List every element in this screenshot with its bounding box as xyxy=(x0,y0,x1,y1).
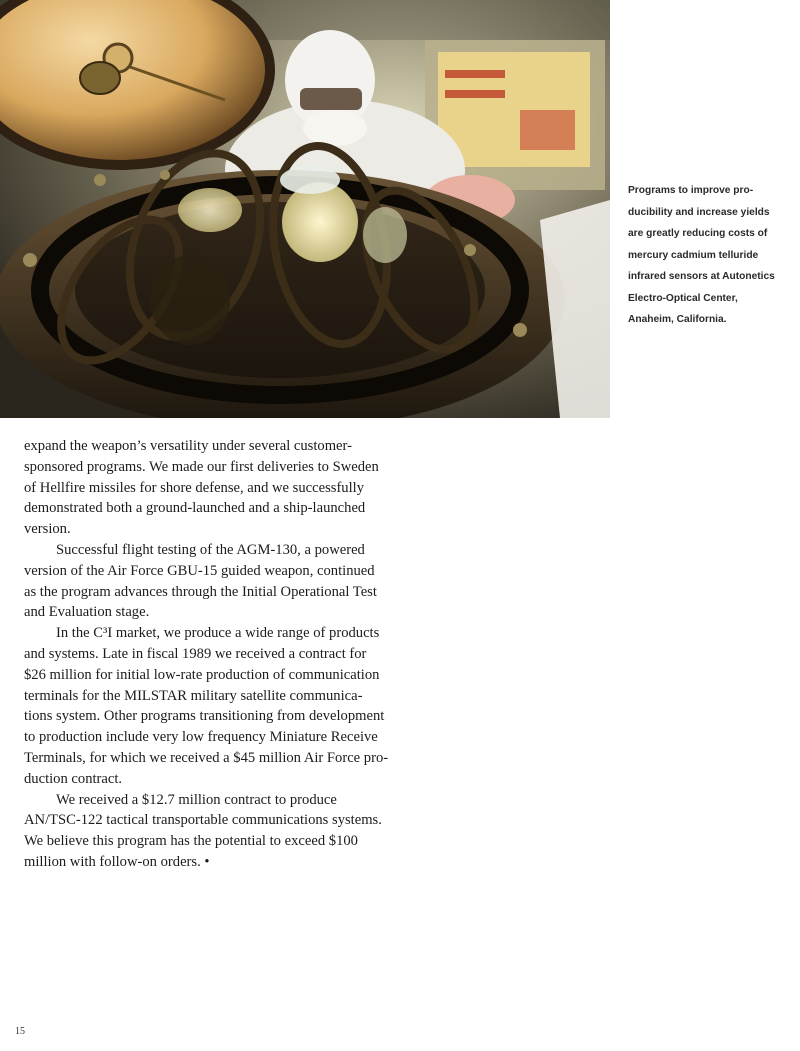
body-line: sponsored programs. We made our first deliveries to Sweden xyxy=(24,458,379,475)
body-line: tions system. Other programs transitioning from development xyxy=(24,708,385,725)
body-line: million with follow-on orders. • xyxy=(24,853,210,870)
body-line: to production include very low frequency Miniature Receive xyxy=(24,729,378,746)
body-line: We received a $12.7 million contract to produce xyxy=(56,791,337,808)
body-text xyxy=(24,436,396,873)
body-line: Terminals, for which we received a $45 million Air Force pro- xyxy=(24,749,389,766)
cleanroom-photo xyxy=(0,0,610,418)
caption-line: are greatly reducing costs of xyxy=(628,228,768,239)
caption-line: ducibility and increase yields xyxy=(628,206,770,218)
body-line: of Hellfire missiles for shore defense, and we successfully xyxy=(24,479,365,496)
body-line: demonstrated both a ground-launched and a ship-launched xyxy=(24,500,366,517)
caption-line: Programs to improve pro- xyxy=(628,185,754,196)
body-line: AN/TSC-122 tactical transportable communications systems. xyxy=(24,812,382,829)
cleanroom-photo-icon xyxy=(0,0,610,418)
caption-line: Anaheim, California. xyxy=(628,314,727,325)
body-line: duction contract. xyxy=(24,770,123,787)
body-line: In the C³I market, we produce a wide range of products xyxy=(56,625,380,642)
body-line: Successful flight testing of the AGM-130, a powered xyxy=(56,541,365,558)
body-line: and Evaluation stage. xyxy=(24,604,150,621)
body-line: $26 million for initial low-rate production of communication xyxy=(24,666,380,683)
body-line: We believe this program has the potential to exceed $100 xyxy=(24,833,358,850)
body-line: version of the Air Force GBU-15 guided weapon, continued xyxy=(24,562,375,579)
caption-line: mercury cadmium telluride xyxy=(628,249,759,261)
photo-caption xyxy=(628,180,793,331)
body-line: terminals for the MILSTAR military satellite communica- xyxy=(24,687,363,704)
caption-line: infrared sensors at Autonetics xyxy=(628,271,775,282)
page-number: 15 xyxy=(15,1026,25,1037)
body-line: version. xyxy=(24,521,71,538)
body-line: and systems. Late in fiscal 1989 we received a contract for xyxy=(24,645,367,662)
body-line: expand the weapon’s versatility under several customer- xyxy=(24,438,352,454)
body-line: as the program advances through the Initial Operational Test xyxy=(24,583,377,600)
caption-line: Electro-Optical Center, xyxy=(628,292,738,304)
